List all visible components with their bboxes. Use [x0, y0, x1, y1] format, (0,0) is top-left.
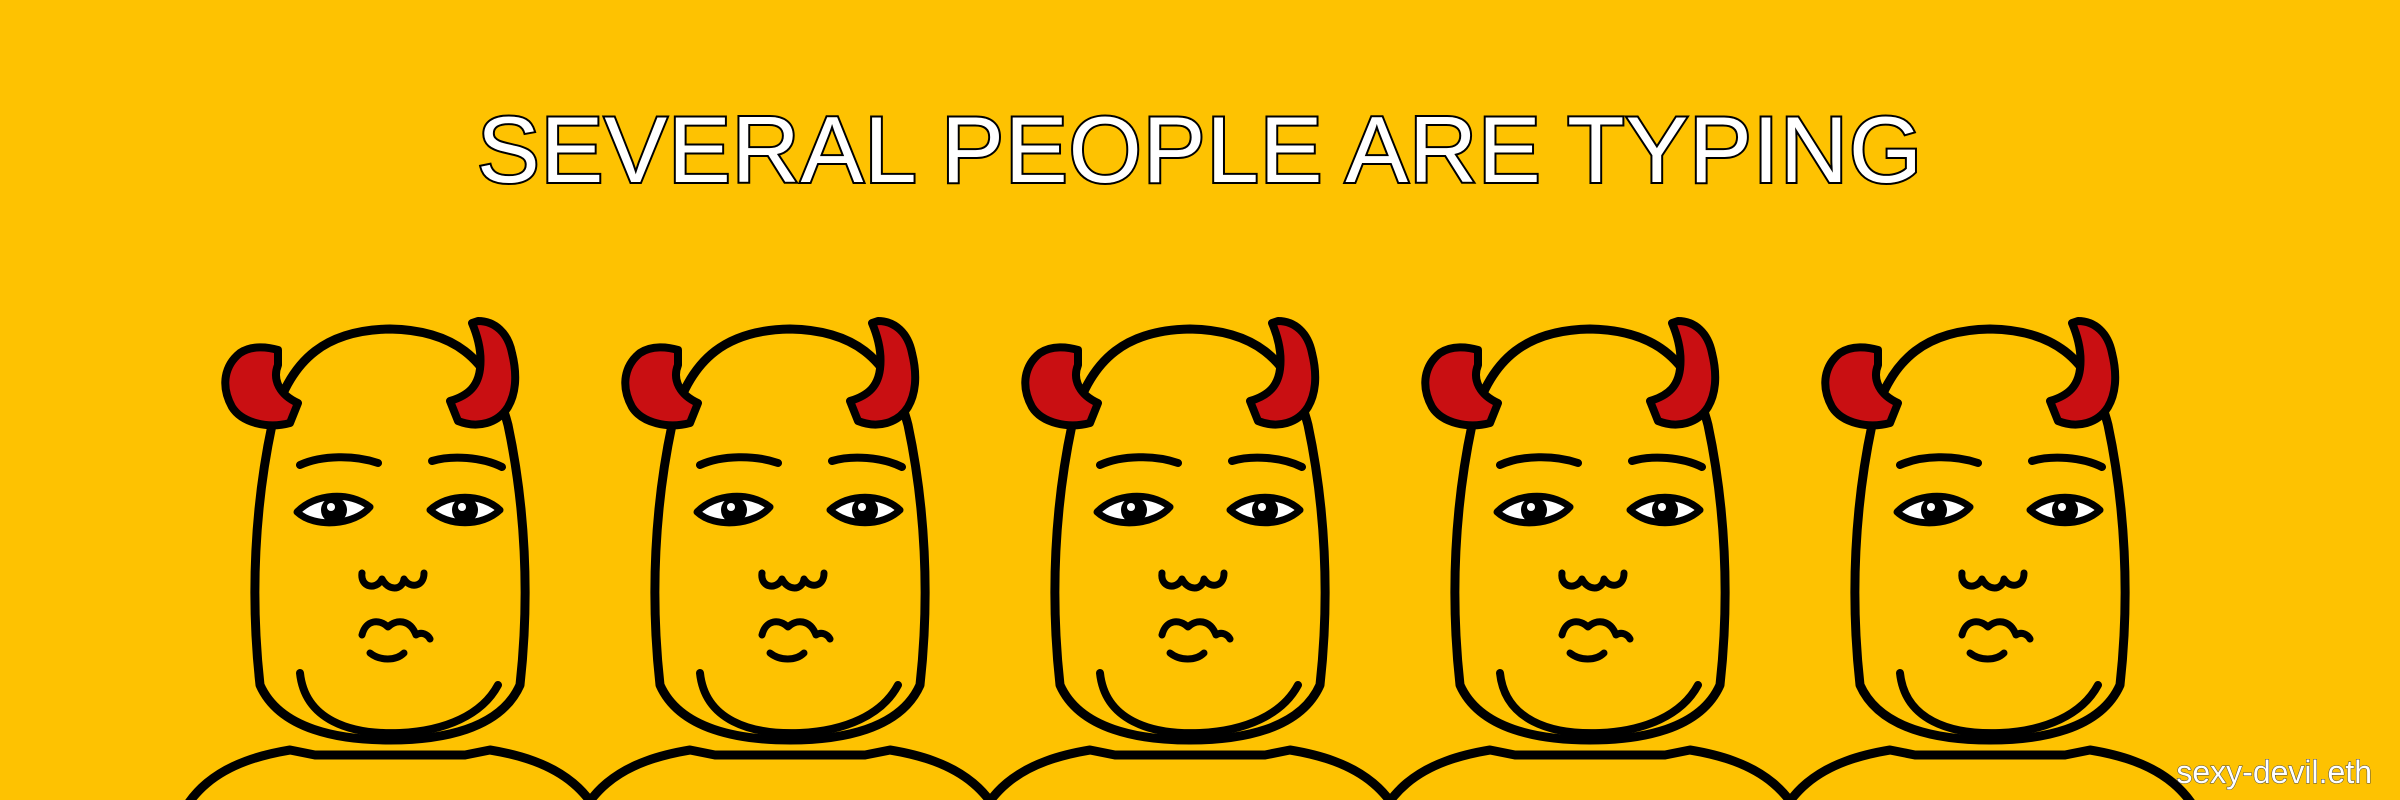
devil-figure-4 — [1365, 321, 1815, 800]
watermark: sexy-devil.eth — [2176, 754, 2372, 790]
devil-figure-3 — [965, 321, 1415, 800]
devil-figure-2 — [565, 321, 1015, 800]
devil-figure-1 — [165, 321, 615, 800]
banner-title: SEVERAL PEOPLE ARE TYPING — [476, 97, 1923, 202]
devil-figure-5 — [1765, 321, 2215, 800]
